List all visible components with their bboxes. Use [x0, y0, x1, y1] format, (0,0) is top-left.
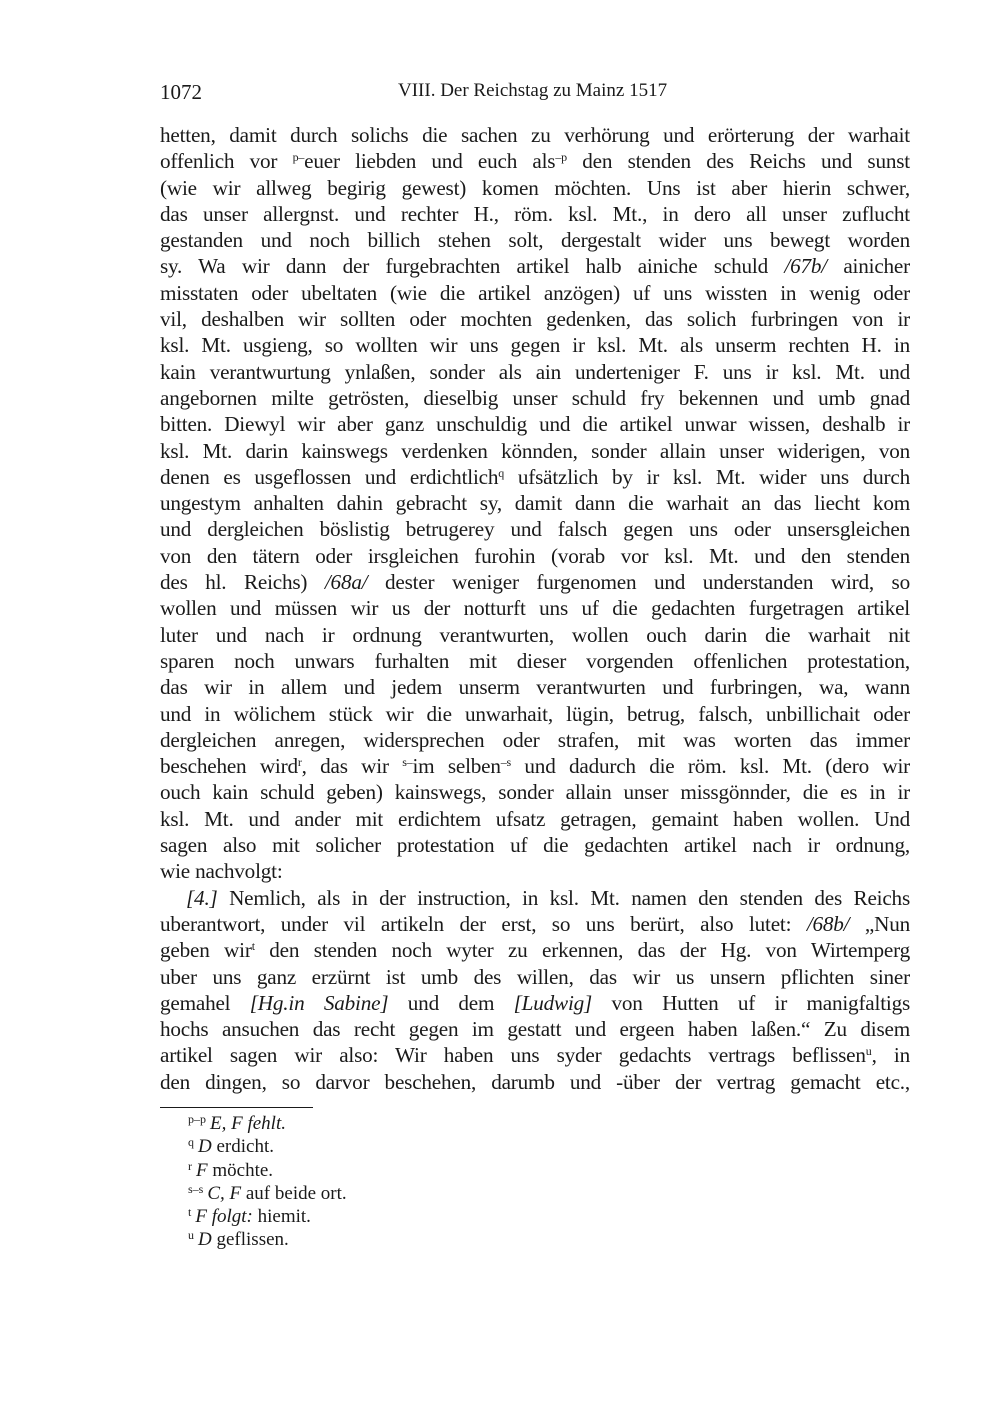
- italic-text: [Ludwig]: [513, 990, 593, 1015]
- footnote-marker: s–: [402, 755, 413, 770]
- text-line: [160, 122, 910, 148]
- text-run: dester weniger furgenomen und understanden wird, so: [367, 570, 910, 595]
- text-run: „Nun: [849, 911, 910, 936]
- italic-text: D: [198, 1136, 212, 1158]
- footnote-marker: –p: [555, 150, 567, 165]
- text-line: [160, 727, 910, 753]
- text-line: [160, 674, 910, 700]
- text-line: [160, 806, 910, 832]
- text-line: [160, 1069, 910, 1095]
- footnote: [188, 1112, 347, 1135]
- footnote: [188, 1228, 347, 1251]
- text-run: sagen also mit solicher protestation uf die gedachten artikel nach ir ordnung,: [160, 833, 910, 858]
- italic-text: F folgt:: [195, 1206, 253, 1228]
- footnote-marker: q: [188, 1135, 194, 1150]
- footnote-text: geflissen.: [211, 1229, 289, 1251]
- running-title: VIII. Der Reichstag zu Mainz 1517: [398, 80, 668, 101]
- text-line: [160, 175, 910, 201]
- text-line: [160, 937, 910, 963]
- text-run: misstaten oder ubeltaten (wie die artikel anzögen) uf uns wissten in wenig oder: [160, 280, 910, 305]
- text-run: uber uns ganz erzürnt ist umb des willen, das wir us unsern pflichten siner: [160, 964, 910, 989]
- italic-text: E, F fehlt.: [210, 1113, 286, 1134]
- italic-text: C, F: [207, 1182, 242, 1204]
- text-line: [160, 648, 910, 674]
- text-line: [160, 911, 910, 937]
- text-run: von den tätern oder irsgleichen furohin (vorab vor ksl. Mt. und den stenden: [160, 543, 910, 568]
- text-run: von Hutten uf ir manigfaltigs: [592, 990, 911, 1015]
- text-line: [160, 753, 910, 779]
- text-line: [160, 595, 910, 621]
- text-line: [160, 332, 910, 358]
- italic-text: /67b/: [784, 254, 827, 279]
- text-line: [160, 385, 910, 411]
- footnote-marker: q: [498, 465, 505, 480]
- text-line: [160, 701, 910, 727]
- text-run: und dadurch die röm. ksl. Mt. (dero wir: [511, 754, 910, 779]
- text-run: vil, deshalben wir sollten oder mochten gedenken, das solich furbringen von ir: [160, 307, 910, 332]
- footnote: [188, 1205, 347, 1228]
- text-run: offenlich vor: [160, 149, 293, 174]
- italic-text: [4.]: [186, 885, 218, 910]
- text-run: luter und nach ir ordnung verantwurten, wollen ouch darin die warhait nit: [160, 622, 910, 647]
- footnote-marker: t: [188, 1205, 192, 1220]
- text-run: ouch kain schuld geben) kainswegs, sonder allain unser missgönnder, die es in ir: [160, 780, 910, 805]
- text-line: [160, 516, 910, 542]
- footnote: [188, 1159, 347, 1182]
- text-run: den stenden des Reichs und sunst: [566, 149, 910, 174]
- text-line: [160, 964, 910, 990]
- text-run: den stenden noch wyter zu erkennen, das der Hg. von Wirtemperg: [254, 938, 910, 963]
- text-line: [160, 148, 910, 174]
- italic-text: D: [198, 1229, 212, 1251]
- text-line: [160, 359, 910, 385]
- text-run: geben wir: [160, 938, 252, 963]
- text-run: gemahel: [160, 990, 250, 1015]
- footnotes: [188, 1112, 347, 1252]
- text-run: Nemlich, als in der instruction, in ksl. Mt. namen den stenden des Reichs: [217, 885, 910, 910]
- footnote-marker: p–: [292, 150, 305, 165]
- footnote-marker: p–p: [188, 1112, 206, 1126]
- text-run: sy. Wa wir dann der furgebrachten artikel halb ainiche schuld: [160, 254, 785, 279]
- text-run: und dem: [388, 990, 514, 1015]
- italic-text: F: [196, 1159, 208, 1181]
- text-run: euer liebden und euch als: [304, 149, 556, 174]
- text-run: sparen noch unwars furhalten mit dieser vorgenden offenlichen protestation,: [160, 648, 910, 673]
- text-line: [160, 306, 910, 332]
- footnote: [188, 1182, 347, 1205]
- footnote-divider: [160, 1107, 313, 1108]
- footnote-text: möchte.: [207, 1159, 274, 1181]
- text-run: und dergleichen böslistig betrugerey und falsch gegen uns oder unsersgleichen: [160, 517, 910, 542]
- text-run: angebornen milte getrösten, dieselbig unser schuld fry bekennen und umb gnad: [160, 385, 910, 410]
- footnote-marker: u: [865, 1044, 872, 1059]
- text-run: im selben: [412, 754, 501, 779]
- text-run: denen es usgeflossen und erdichtlich: [160, 464, 499, 489]
- footnote-text: hiemit.: [252, 1206, 311, 1228]
- footnote-text: erdicht.: [211, 1136, 274, 1158]
- text-run: wie nachvolgt:: [160, 859, 283, 884]
- text-line: [160, 543, 910, 569]
- footnote-marker: s–s: [188, 1181, 204, 1196]
- italic-text: [Hg.in Sabine]: [249, 990, 389, 1015]
- text-run: hetten, damit durch solichs die sachen zu verhörung und erörterung der warhait: [160, 123, 910, 147]
- text-run: artikel sagen wir also: Wir haben uns syder gedachts vertrags beflissen: [160, 1043, 866, 1068]
- italic-text: /68b/: [806, 911, 850, 936]
- text-run: kain verantwurtung ynlaßen, sonder als ain underteniger F. uns ir ksl. Mt. und: [160, 359, 910, 384]
- footnote-marker: –s: [500, 755, 512, 770]
- text-line: [160, 253, 910, 279]
- footnote-marker: t: [251, 939, 255, 954]
- text-run: (wie wir allweg begirig gewest) komen möchten. Uns ist aber hierin schwer,: [160, 175, 910, 200]
- text-line: [160, 622, 910, 648]
- text-line: [160, 490, 910, 516]
- text-run: ainicher: [826, 254, 910, 279]
- page-number: 1072: [160, 80, 202, 104]
- text-line: [160, 858, 910, 884]
- footnote-marker: u: [188, 1228, 194, 1243]
- text-run: bitten. Diewyl wir aber ganz unschuldig und die artikel unwar wissen, deshalb ir: [160, 412, 910, 437]
- footnote-marker: r: [297, 755, 302, 770]
- text-run: des hl. Reichs): [160, 570, 325, 595]
- text-line: [160, 201, 910, 227]
- italic-text: /68a/: [324, 570, 368, 595]
- text-run: ksl. Mt. und ander mit erdichtem ufsatz getragen, gemaint haben wollen. Und: [160, 806, 910, 831]
- page-header: [160, 80, 910, 108]
- text-line: [160, 464, 910, 490]
- text-run: gestanden und noch billich stehen solt, dergestalt wider uns bewegt worden: [160, 228, 910, 253]
- footnote-marker: r: [188, 1158, 192, 1173]
- text-line: [160, 280, 910, 306]
- text-line: [160, 227, 910, 253]
- text-line: [160, 832, 910, 858]
- text-run: das wir in allem und jedem unserm verantwurten und furbringen, wa, wann: [160, 675, 910, 700]
- text-run: das unser allergnst. und rechter H., röm. ksl. Mt., in dero all unser zuflucht: [160, 201, 910, 226]
- text-run: , in: [871, 1043, 910, 1068]
- body-text: [160, 122, 910, 1095]
- text-run: ufsätzlich by ir ksl. Mt. wider uns durch: [504, 464, 910, 489]
- text-run: ksl. Mt. darin kainswegs verdenken könnden, sonder allain unser widerigen, von: [160, 438, 910, 463]
- text-run: den dingen, so darvor beschehen, darumb und -über der vertrag gemacht etc.,: [160, 1069, 910, 1094]
- text-run: ksl. Mt. usgieng, so wollten wir uns gegen ir ksl. Mt. als unserm rechten H. in: [160, 333, 910, 358]
- text-run: wollen und müssen wir us der notturft uns uf die gedachten furgetragen artikel: [160, 596, 910, 621]
- text-line: [160, 438, 910, 464]
- text-run: beschehen wird: [160, 754, 298, 779]
- text-run: ungestym anhalten dahin gebracht sy, damit dann die warhait an das liecht kom: [160, 491, 910, 516]
- text-line: [160, 990, 910, 1016]
- text-run: , das wir: [301, 754, 403, 779]
- text-line: [160, 411, 910, 437]
- text-run: und in wölichem stück wir die unwarhait, lügin, betrug, falsch, unbillichait oder: [160, 701, 910, 726]
- text-run: hochs ansuchen das recht gegen im gestatt und ergeen haben laßen.“ Zu disem: [160, 1017, 910, 1042]
- text-line: [160, 1042, 910, 1068]
- text-line: [160, 569, 910, 595]
- footnote: [188, 1135, 347, 1158]
- footnote-text: auf beide ort.: [241, 1182, 347, 1204]
- text-run: dergleichen anregen, widersprechen oder strafen, mit was worten das immer: [160, 727, 910, 752]
- text-line: [160, 1016, 910, 1042]
- text-run: uberantwort, under vil artikeln der erst, so uns berürt, also lutet:: [160, 911, 807, 936]
- text-line: [160, 885, 910, 911]
- text-line: [160, 779, 910, 805]
